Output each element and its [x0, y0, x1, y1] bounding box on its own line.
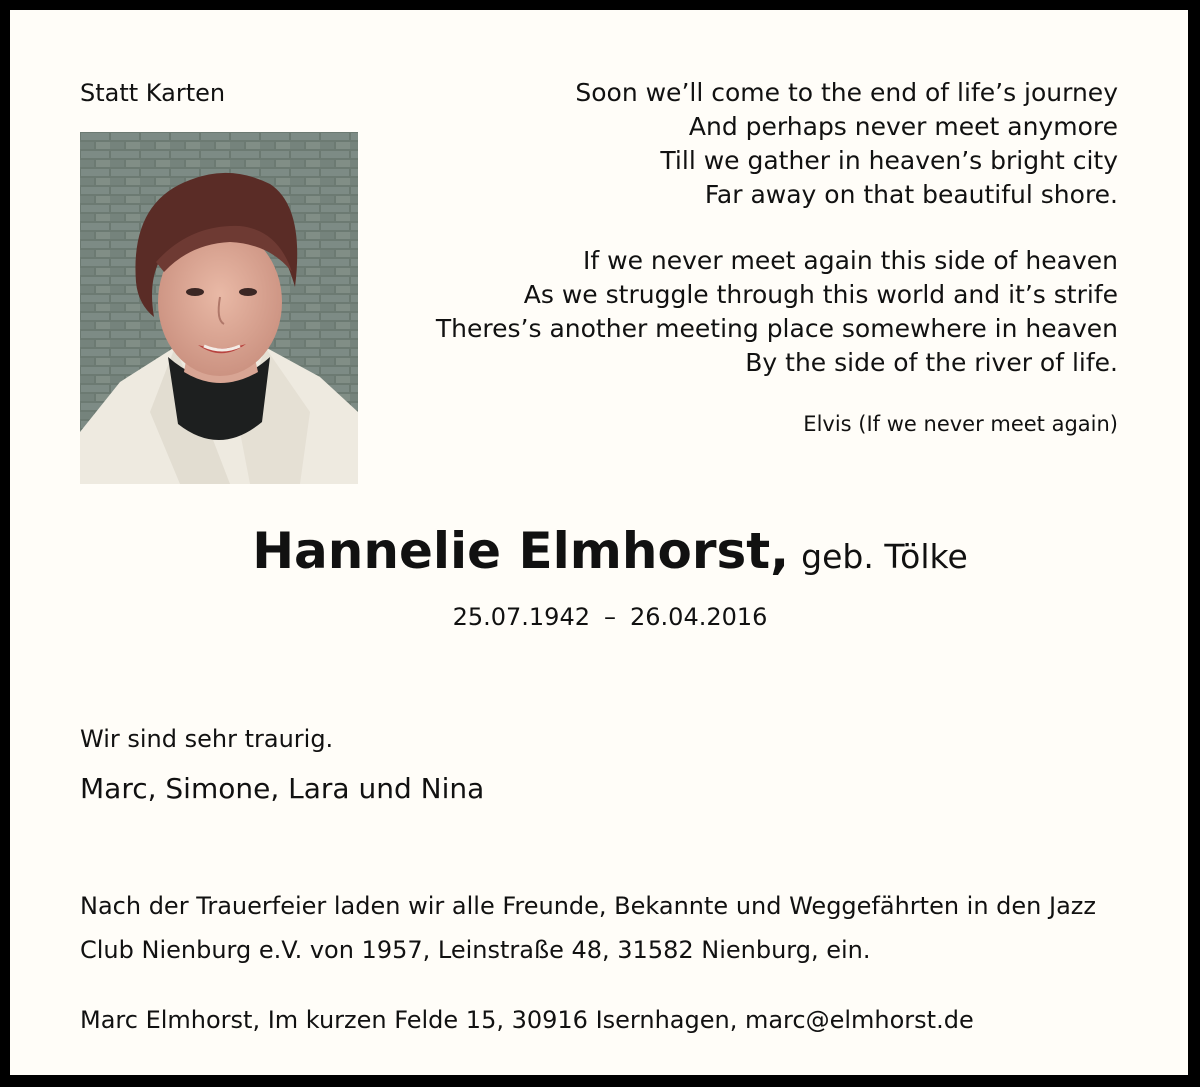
date-separator: –	[604, 603, 616, 631]
poem-line: By the side of the river of life.	[745, 348, 1118, 377]
poem	[398, 76, 1118, 412]
poem-line: Soon we’ll come to the end of life’s journey	[575, 78, 1118, 107]
portrait-photo	[80, 132, 358, 484]
poem-line: Till we gather in heaven’s bright city	[660, 146, 1118, 175]
poem-stanza-1	[398, 76, 1118, 212]
poem-line: And perhaps never meet anymore	[688, 112, 1118, 141]
invitation-line: Club Nienburg e.V. von 1957, Leinstraße 48, 31582 Nienburg, ein.	[80, 936, 871, 964]
mourner-names: Marc, Simone, Lara und Nina	[80, 772, 485, 805]
birth-date: 25.07.1942	[452, 603, 590, 631]
contact-address: Marc Elmhorst, Im kurzen Felde 15, 30916 Isernhagen, marc@elmhorst.de	[80, 1006, 974, 1034]
death-date: 26.04.2016	[630, 603, 768, 631]
invitation-text	[80, 884, 1140, 972]
poem-attribution: Elvis (If we never meet again)	[803, 412, 1118, 436]
poem-line: If we never meet again this side of heaven	[583, 246, 1118, 275]
poem-stanza-2	[398, 244, 1118, 380]
statt-karten-label: Statt Karten	[80, 79, 226, 107]
invitation-line: Nach der Trauerfeier laden wir alle Freunde, Bekannte und Weggefährten in den Jazz	[80, 892, 1097, 920]
poem-line: Theres’s another meeting place somewhere in heaven	[435, 314, 1118, 343]
deceased-name-line	[10, 522, 1200, 580]
life-dates	[10, 603, 1200, 631]
poem-line: As we struggle through this world and it’s strife	[523, 280, 1118, 309]
mourning-statement: Wir sind sehr traurig.	[80, 725, 334, 753]
poem-line: Far away on that beautiful shore.	[704, 180, 1118, 209]
birth-name: geb. Tölke	[801, 537, 968, 576]
deceased-name: Hannelie Elmhorst,	[252, 522, 790, 580]
